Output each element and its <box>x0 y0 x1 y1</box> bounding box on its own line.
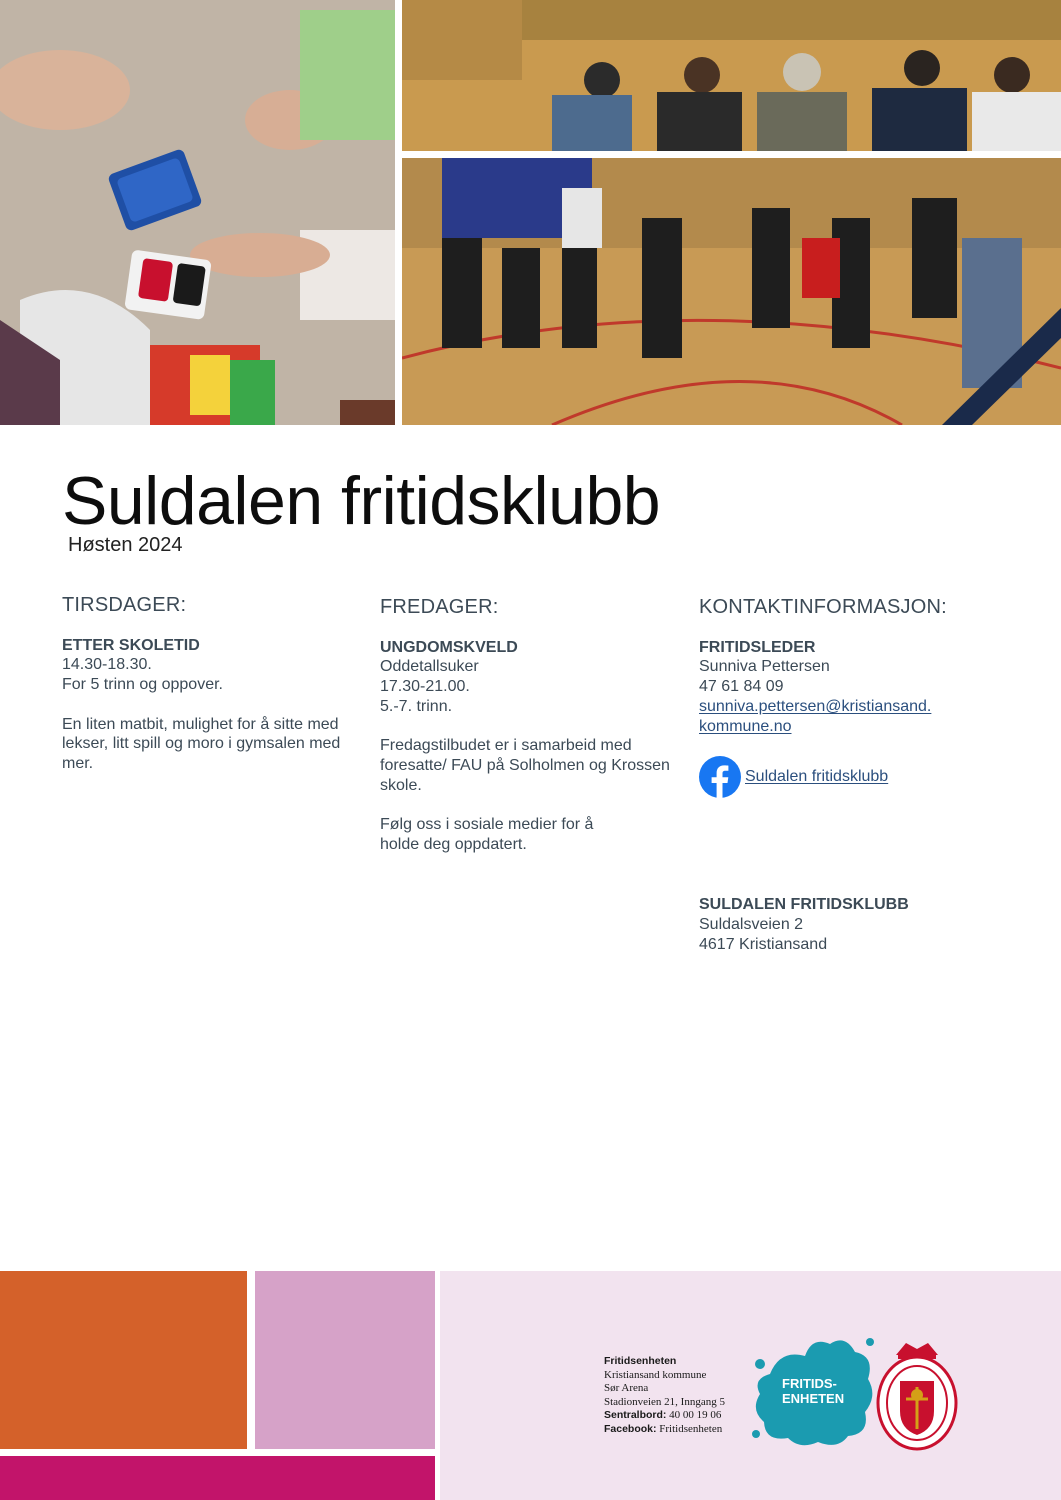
friday-follow <box>380 815 680 854</box>
friday-subheading: UNGDOMSKVELD <box>380 638 518 656</box>
tuesday-description-line: lekser, litt spill og moro i gymsalen med <box>62 735 341 753</box>
footer-org: Fritidsenheten <box>604 1355 677 1367</box>
club-address <box>699 895 1029 954</box>
decor-block-orange <box>0 1271 247 1449</box>
friday-weeks: Oddetallsuker <box>380 658 479 676</box>
contact-phone: 47 61 84 09 <box>699 678 784 696</box>
friday-collab-line: skole. <box>380 776 422 794</box>
friday-time: 17.30-21.00. <box>380 678 470 696</box>
contact-role: FRITIDSLEDER <box>699 638 816 656</box>
page-subtitle: Høsten 2024 <box>68 534 183 556</box>
contact-name: Sunniva Pettersen <box>699 658 830 676</box>
friday-collab-line: foresatte/ FAU på Solholmen og Krossen <box>380 756 670 774</box>
decor-block-pink <box>255 1271 435 1449</box>
column-contact <box>699 598 1029 954</box>
logo-text-line2: ENHETEN <box>782 1391 845 1406</box>
facebook-icon[interactable] <box>699 756 741 798</box>
footer-facebook <box>604 1423 725 1437</box>
friday-follow-line: holde deg oppdatert. <box>380 835 527 853</box>
tuesday-audience: For 5 trinn og oppover. <box>62 676 223 694</box>
tuesday-time: 14.30-18.30. <box>62 656 152 674</box>
friday-collab-line: Fredagstilbudet er i samarbeid med <box>380 737 632 755</box>
friday-heading: FREDAGER: <box>380 596 499 618</box>
fritidsenheten-logo <box>750 1334 878 1450</box>
footer-address <box>604 1355 725 1437</box>
email-link-part1[interactable]: sunniva.pettersen@kristiansand. <box>699 697 932 715</box>
switchboard-label: Sentralbord: <box>604 1409 667 1422</box>
friday-grades: 5.-7. trinn. <box>380 697 453 715</box>
friday-follow-line: Følg oss i sosiale medier for å <box>380 816 594 833</box>
column-tuesday <box>62 596 357 774</box>
friday-collaboration <box>380 736 680 795</box>
switchboard-number: 40 00 19 06 <box>669 1409 722 1422</box>
kristiansand-seal-icon <box>876 1337 958 1451</box>
page-title: Suldalen fritidsklubb <box>62 463 661 539</box>
footer-street: Stadionveien 21, Inngang 5 <box>604 1395 725 1408</box>
photo-card-game <box>0 0 395 425</box>
tuesday-description <box>62 715 357 774</box>
footer-municipality: Kristiansand kommune <box>604 1368 707 1381</box>
tuesday-heading: TIRSDAGER: <box>62 594 187 616</box>
photo-kids-playing <box>402 158 1061 425</box>
tuesday-description-line: En liten matbit, mulighet for å sitte med <box>62 715 339 733</box>
column-friday <box>380 598 680 854</box>
contact-email[interactable] <box>699 697 1029 736</box>
footer-switchboard <box>604 1409 725 1423</box>
decor-block-magenta <box>0 1456 435 1500</box>
tuesday-description-line: mer. <box>62 754 94 772</box>
club-name: SULDALEN FRITIDSKLUBB <box>699 896 909 914</box>
footer-facebook-label: Facebook: <box>604 1422 657 1435</box>
logo-text-line1: FRITIDS- <box>782 1376 837 1391</box>
footer-facebook-name: Fritidsenheten <box>659 1422 723 1435</box>
email-link-part2[interactable]: kommune.no <box>699 717 792 735</box>
facebook-link[interactable]: Suldalen fritidsklubb <box>745 768 889 786</box>
photo-kids-sitting <box>402 0 1061 151</box>
club-city: 4617 Kristiansand <box>699 935 828 953</box>
tuesday-subheading: ETTER SKOLETID <box>62 636 200 654</box>
contact-heading: KONTAKTINFORMASJON: <box>699 596 947 618</box>
club-street: Suldalsveien 2 <box>699 915 804 933</box>
footer-arena: Sør Arena <box>604 1382 649 1395</box>
facebook-row[interactable] <box>699 756 1029 798</box>
